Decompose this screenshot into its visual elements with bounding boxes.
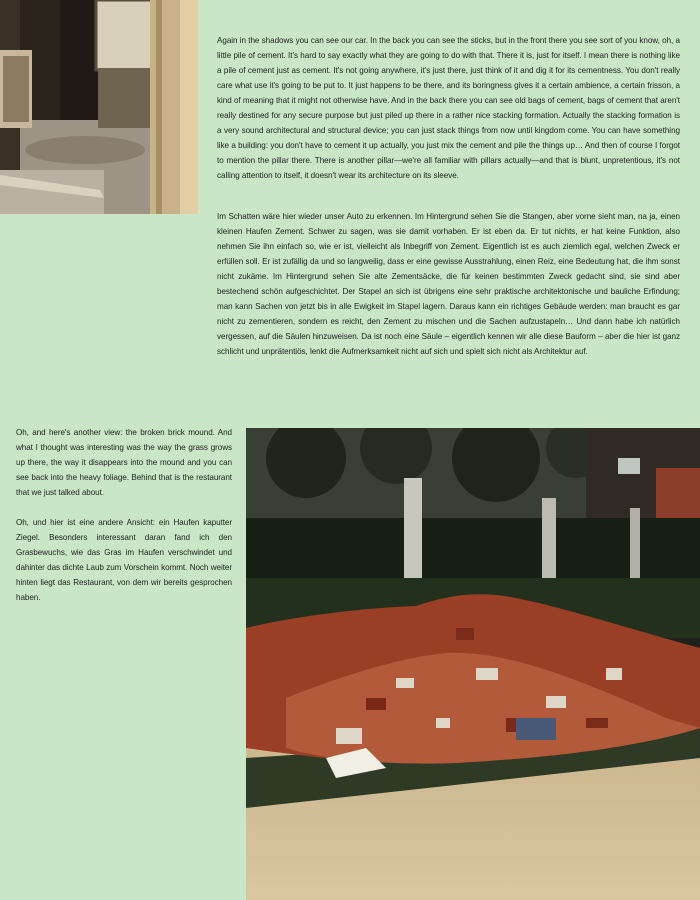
- english-paragraph-side: Oh, and here's another view: the broken brick mound. And what I thought was interesting was the way the grass grows up there, the way it disappears into the mound and you can see back into the heavy foliage. Behind that is the restaurant that we just talked about.: [16, 428, 232, 497]
- german-paragraph-side: Oh, und hier ist eine andere Ansicht: ein Haufen kaputter Ziegel. Besonders interessant daran fand ich den Grasbewuchs, wie das Gras im Haufen verschwindet und dahinter das dichte Laub zum Vorschein kommt. Noch weiter hinten liegt das Restaurant, von dem wir bereits gesprochen haben.: [16, 518, 232, 602]
- brick-mound-photo: [246, 428, 700, 900]
- german-paragraph-top: Im Schatten wäre hier wieder unser Auto zu erkennen. Im Hintergrund sehen Sie die Stangen, aber vorne sieht man, na ja, einen kleinen Haufen Zement. Schwer zu sagen, was sie damit vorhaben. Er ist eben da. Er tut nichts, er hat keine Funktion, also nehmen Sie ihn einfach so, wie er ist, vielleicht als Inbegriff von Zement. Eigentlich ist es auch ziemlich egal, welchen Zweck er erfüllen soll. Er ist zufällig da und so langweilig, dass er eine gewisse Ausstrahlung, einen Reiz, eine Bedeutung hat, die ihm sonst nicht zukäme. Im Hintergrund sehen Sie alte Zementsäcke, die für keinen bestimmten Zweck gedacht sind, sie sind aber bestechend schön aufgeschichtet. Der Stapel an sich ist übrigens eine sehr praktische architektonische und bauliche Erfindung; man kann Sachen von jetzt bis in alle Ewigkeit im Stapel lagern. Daraus kann ein richtiges Gebäude werden: man braucht es gar nicht zu zementieren, sondern es reicht, den Zement zu mischen und die Sachen aufzustapeln… Und dann habe ich natürlich vergessen, auf die Säulen hinzuweisen. Da ist noch eine Säule – eigentlich kennen wir alle diese Bauform – aber die hier ist ganz schlicht und unprätentiös, lenkt die Aufmerksamkeit nicht auf sich und spielt sich nicht als Architektur auf.: [217, 212, 680, 356]
- english-paragraph-top: Again in the shadows you can see our car. In the back you can see the sticks, but in the front there you see sort of you know, oh, a little pile of cement. It's hard to say exactly what they are going to do with that. There it is, just for itself. I mean there is nothing like a pile of cement just as cement. It's not going anywhere, it's just there, just think of it and dig it for its cementness. You don't really care what use it's going to be put to. It just happens to be there, and its boringness gives it a certain ambience, a certain frisson, a kind of meaning that it might not otherwise have. And in the back there you can see old bags of cement, bags of cement that aren't really destined for any secure purpose but just piled up there in a rather nice stacking formation. Actually the stacking formation is a very sound architectural and structural device; you can just stack things from now until kingdom come. You can have something like a building: you don't have to cement it up actually, you just mix the cement and pile the things up… And then of course I forgot to mention the pillar there. There is another pillar—we're all familiar with pillars actually—and that is blunt, unpretentious, it's not calling attention to itself, it doesn't wear its architecture on its sleeve.: [217, 36, 680, 180]
- cement-pile-photo: [0, 0, 198, 214]
